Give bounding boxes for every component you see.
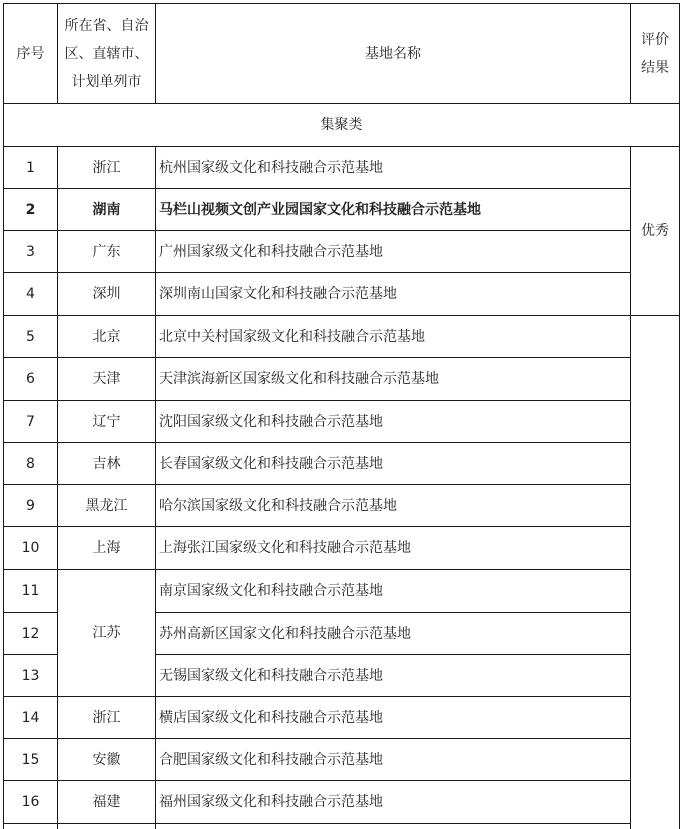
header-result-line-1: 评价: [641, 31, 669, 48]
row-region: 天津: [92, 371, 121, 387]
row-name: 天津滨海新区国家级文化和科技融合示范基地: [159, 371, 439, 387]
header-region-line-1: 所在省、自治: [64, 17, 149, 34]
row-region: 上海: [92, 540, 121, 556]
row-region: 深圳: [92, 286, 121, 302]
row-name: 苏州高新区国家文化和科技融合示范基地: [159, 625, 411, 642]
header-name: 基地名称: [365, 45, 421, 62]
row-name: 广州国家级文化和科技融合示范基地: [159, 243, 383, 260]
header-result: [631, 4, 679, 103]
row-region: 浙江: [92, 159, 121, 176]
row-region-merged: 江苏: [92, 625, 121, 641]
row-seq: 14: [21, 709, 40, 726]
row-sep-16: [3, 823, 630, 824]
row-name: 上海张江国家级文化和科技融合示范基地: [159, 540, 411, 556]
row-name: 深圳南山国家文化和科技融合示范基地: [159, 286, 397, 302]
row-name: 南京国家级文化和科技融合示范基地: [159, 583, 383, 599]
row-seq: 9: [26, 497, 35, 514]
row-seq: 10: [21, 540, 40, 556]
row-region: 黑龙江: [85, 497, 128, 514]
row-name: 合肥国家级文化和科技融合示范基地: [159, 751, 383, 768]
row-name: 无锡国家级文化和科技融合示范基地: [159, 667, 383, 684]
row-seq: 11: [21, 583, 40, 599]
header-seq: 序号: [16, 45, 45, 62]
row-seq: 5: [26, 328, 35, 345]
row-seq: 15: [21, 751, 40, 768]
row-seq: 7: [26, 413, 35, 430]
row-seq: 2: [25, 201, 36, 218]
row-seq: 1: [26, 159, 35, 176]
row-name: 杭州国家级文化和科技融合示范基地: [159, 159, 383, 176]
row-seq: 6: [26, 371, 35, 387]
row-seq: 3: [26, 243, 35, 260]
row-region: 安徽: [92, 751, 121, 768]
row-name: 马栏山视频文创产业园国家文化和科技融合示范基地: [159, 201, 481, 218]
row-region: 辽宁: [92, 413, 121, 430]
row-seq: 16: [21, 794, 40, 810]
row-seq: 4: [26, 286, 35, 302]
row-region: 北京: [92, 328, 121, 345]
section-title: 集聚类: [320, 117, 363, 133]
row-region: 吉林: [92, 455, 121, 472]
row-name: 北京中关村国家级文化和科技融合示范基地: [159, 328, 425, 345]
result-excellent: 优秀: [641, 223, 669, 239]
header-region: [58, 4, 155, 103]
row-seq: 12: [21, 625, 40, 642]
row-name: 长春国家级文化和科技融合示范基地: [159, 455, 383, 472]
row-name: 哈尔滨国家级文化和科技融合示范基地: [159, 497, 397, 514]
row-region: 广东: [92, 243, 121, 260]
header-region-line-3: 计划单列市: [71, 73, 142, 90]
row-seq: 8: [26, 455, 35, 472]
row-seq: 13: [21, 667, 40, 684]
row-name: 横店国家级文化和科技融合示范基地: [159, 709, 383, 726]
header-region-line-2: 区、直辖市、: [64, 45, 149, 62]
row-region: 福建: [92, 794, 121, 810]
row-name: 福州国家级文化和科技融合示范基地: [159, 794, 383, 810]
table-right-border: [679, 3, 680, 829]
header-result-line-2: 结果: [641, 59, 669, 76]
row-name: 沈阳国家级文化和科技融合示范基地: [159, 413, 383, 430]
row-region: 浙江: [92, 709, 121, 726]
row-region: 湖南: [92, 201, 121, 218]
